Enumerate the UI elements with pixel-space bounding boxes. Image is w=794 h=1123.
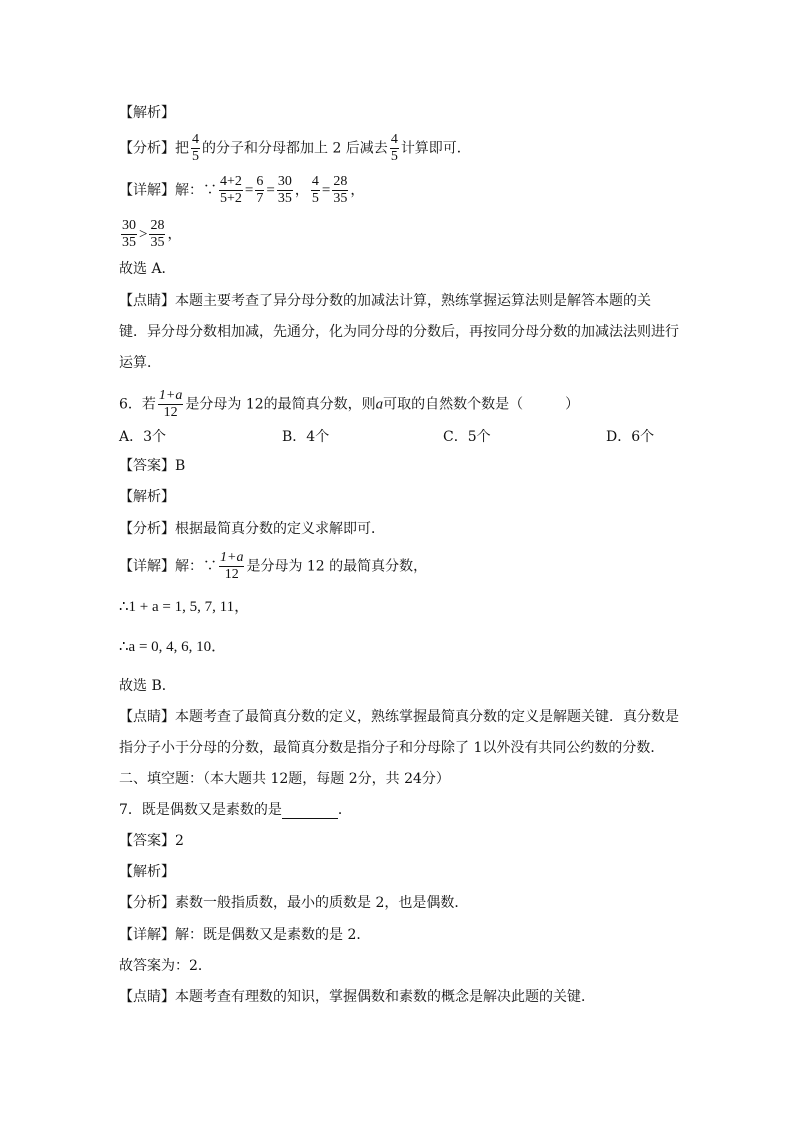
q5-dianjing-line-2: 键．异分母分数相加减，先通分，化为同分母的分数后，再按同分母分数的加减法法则进行	[119, 324, 679, 340]
q6-stem	[119, 388, 579, 421]
q6-stem-part-1: 是分母为 12的最简真分数，则	[185, 396, 376, 413]
greater-than-sign: >	[139, 226, 148, 243]
variable-a: a	[375, 396, 384, 413]
q7-dianjing: 【点睛】本题考查有理数的知识，掌握偶数和素数的概念是解决此题的关键．	[119, 989, 595, 1005]
q5-dianjing-line-1: 【点睛】本题主要考查了异分母分数的加减法计算，熟练掌握运算法则是解答本题的关	[119, 293, 651, 309]
q6-dianjing-line-1: 【点睛】本题考查了最简真分数的定义，熟练掌握最简真分数的定义是解题关键．真分数是	[119, 709, 679, 725]
q5-xiangjie-prefix: 【详解】解：∵	[119, 182, 217, 199]
frac-denominator: 35	[150, 235, 165, 250]
q6-step-2: ∴a = 0, 4, 6, 10．	[119, 639, 227, 655]
q7-xiangjie: 【详解】解：既是偶数又是素数的是 2．	[119, 927, 371, 943]
frac-numerator: 4	[390, 132, 398, 147]
fraction-1-plus-a-over-12	[219, 550, 244, 583]
frac-denominator: 5+2	[220, 191, 242, 206]
fraction-30-35	[121, 218, 137, 251]
q6-conclusion: 故选 B．	[119, 678, 176, 694]
frac-denominator: 12	[219, 566, 244, 583]
q6-answer: 【答案】B	[119, 458, 186, 474]
q5-fenxi-suffix: 计算即可．	[400, 140, 471, 157]
q6-xiangjie	[119, 550, 427, 583]
frac-numerator: 28	[150, 218, 165, 233]
comma: ，	[294, 182, 309, 199]
frac-denominator: 5	[390, 149, 398, 164]
equals-sign: =	[266, 182, 275, 199]
frac-numerator: 30	[122, 218, 136, 233]
q7-stem-prefix: 7．既是偶数又是素数的是	[119, 802, 282, 818]
frac-denominator: 35	[122, 235, 136, 250]
frac-numerator: 1+a	[220, 550, 244, 565]
q6-fenxi: 【分析】根据最简真分数的定义求解即可．	[119, 521, 385, 537]
frac-numerator: 6	[256, 174, 264, 189]
fraction-expr-2	[255, 174, 264, 207]
q5-fenxi-mid: 的分子和分母都加上 2 后减去	[202, 140, 388, 157]
frac-denominator: 35	[333, 191, 348, 206]
q5-dianjing-line-3: 运算．	[119, 355, 161, 371]
frac-numerator: 1+a	[158, 388, 183, 403]
q5-conclusion: 故选 A．	[119, 261, 176, 277]
frac-numerator: 28	[333, 174, 348, 189]
q7-jiexi-heading: 【解析】	[119, 864, 175, 880]
q5-xiangjie	[119, 174, 364, 207]
frac-denominator: 12	[158, 404, 183, 421]
q6-xiangjie-suffix: 是分母为 12 的最简真分数，	[246, 558, 428, 575]
q5-comparison	[119, 218, 181, 251]
equals-sign: =	[321, 182, 331, 199]
frac-numerator: 4	[192, 132, 199, 147]
frac-numerator: 4	[311, 174, 319, 189]
section-heading-fill-in: 二、填空题：（本大题共 12题，每题 2分，共 24分）	[119, 771, 450, 787]
frac-numerator: 30	[277, 174, 292, 189]
q7-stem	[119, 801, 352, 819]
q6-option-b: B．4个	[282, 429, 330, 445]
frac-denominator: 5	[192, 149, 199, 164]
q6-option-a: A．3个	[119, 429, 167, 445]
q5-fenxi	[119, 132, 471, 165]
fraction-expr-1	[219, 174, 243, 207]
fraction-expr-5	[332, 174, 348, 207]
fraction-28-35	[149, 218, 165, 251]
fraction-4-5	[390, 132, 399, 165]
q7-answer: 【答案】2	[119, 833, 184, 849]
frac-denominator: 35	[277, 191, 292, 206]
frac-denominator: 5	[311, 191, 319, 206]
q5-jiexi-heading: 【解析】	[119, 105, 175, 121]
equals-sign: =	[244, 182, 254, 199]
fraction-4-5	[191, 132, 200, 165]
comma: ，	[350, 182, 365, 199]
q7-fenxi: 【分析】素数一般指质数，最小的质数是 2，也是偶数．	[119, 895, 469, 911]
fraction-expr-3	[277, 174, 293, 207]
q6-option-c: C．5个	[443, 429, 491, 445]
q6-stem-part-2: 可取的自然数个数是（ ）	[383, 396, 580, 413]
frac-denominator: 7	[256, 191, 264, 206]
q7-stem-suffix: ．	[337, 802, 352, 818]
fraction-1-plus-a-over-12	[158, 388, 183, 421]
fraction-expr-4	[311, 174, 320, 207]
comma: ，	[167, 226, 182, 243]
q6-option-d: D．6个	[606, 429, 655, 445]
q6-jiexi-heading: 【解析】	[119, 489, 175, 505]
q6-xiangjie-prefix: 【详解】解：∵	[119, 558, 217, 575]
answer-blank	[282, 804, 338, 819]
q6-dianjing-line-2: 指分子小于分母的分数，最简真分数是指分子和分母除了 1以外没有共同公约数的分数．	[119, 740, 665, 756]
q6-step-1: ∴1 + a = 1, 5, 7, 11，	[119, 599, 250, 615]
frac-numerator: 4+2	[220, 174, 242, 189]
q5-fenxi-prefix: 【分析】把	[119, 140, 189, 157]
q6-number: 6．若	[119, 396, 156, 413]
q7-guda: 故答案为：2．	[119, 958, 212, 974]
